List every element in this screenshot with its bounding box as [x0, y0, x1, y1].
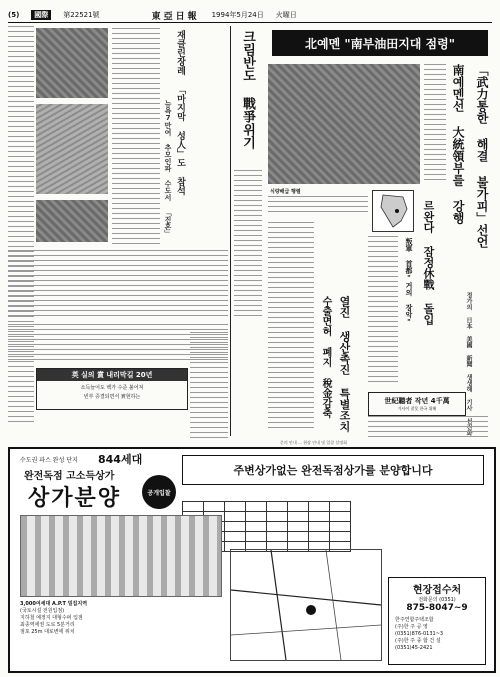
map-lines: [231, 550, 381, 660]
photo-caption: 식량배급 행렬: [270, 189, 301, 195]
ad-notice: 문의 안내 … 현장 안내 및 입찰 설명회: [280, 440, 347, 445]
headline-china: 열진 생산촉진 특별조치: [338, 296, 351, 432]
news-photo: [36, 200, 108, 242]
map-shape: [373, 191, 413, 231]
left-text-strip: [8, 26, 34, 426]
boxed-story: [36, 368, 188, 410]
advertisement: [8, 440, 496, 673]
office-title: 현장접수처: [412, 585, 462, 596]
office-phone: 875-8047~9: [406, 603, 468, 613]
subhead-china: 수출면허 폐지 稅金감축: [320, 296, 331, 418]
ad-left-line1: 완전독점 고소득상가: [24, 471, 115, 482]
ad-map: [230, 549, 382, 661]
text-column: [8, 26, 34, 426]
box-title: 英 실의 賞 내리막길 20년: [37, 369, 187, 381]
small-story: 정가의 日本 美國 新聞 생생해 기사 선진화: [465, 292, 472, 436]
page-number: (5): [8, 11, 20, 19]
headline-yemen-side2: 南예멘선 大統領부를 강행: [451, 64, 465, 224]
ad-left-big: 상가분양: [28, 486, 122, 511]
ad-count: 844세대: [98, 453, 143, 466]
headline-yemen: 北예멘 "南부油田지대 점령": [272, 30, 488, 56]
ad-office-box: [388, 577, 486, 665]
company-name: (주)한 주 공 영: [395, 624, 428, 630]
page-header: [8, 8, 492, 23]
text-column: [268, 196, 368, 216]
company-list: [389, 617, 485, 652]
news-photo: [36, 104, 108, 194]
text-column: [190, 332, 228, 442]
headline-rwanda: 르완다 잠정休戰 돌입: [422, 200, 435, 325]
ad-feature-list: [20, 601, 87, 636]
news-photo: [268, 64, 420, 184]
ad-feature: 최종역세권 도로 5분거리: [20, 622, 75, 628]
text-column: [368, 416, 488, 438]
ad-pre: 수도권 파스 완성 단지: [20, 457, 78, 464]
text-column: [112, 28, 160, 248]
ad-feature: 점포 25m 대로변에 위치: [20, 629, 75, 635]
ad-feature: (국토시설 전원입점): [20, 608, 65, 614]
issue-number: 第22521號: [63, 11, 100, 19]
headline-funeral: 재클린장례 「마지막 성人」도 참석: [175, 30, 185, 195]
company-tel: (0351)45-2421: [395, 645, 433, 651]
ad-headline: 주변상가없는 완전독점상가를 분양합니다: [182, 455, 484, 485]
box-sub1: 소득늘어도 백가 수준 불어져: [80, 385, 144, 391]
issue-date: 1994年5月24日: [211, 11, 264, 19]
text-column: [8, 250, 228, 320]
news-photo: [36, 28, 108, 98]
apartment-illustration: [20, 515, 222, 597]
text-column: [234, 170, 262, 320]
ad-feature: 지하철 예정지 대형수퍼 입점: [20, 615, 83, 621]
ad-feature: 3,000여세대 A.P.T 밀집지역: [20, 601, 88, 607]
company-name: 한주연합주택조합: [395, 617, 434, 623]
company-tel: (0351)876-0131~3: [395, 631, 444, 637]
subhead-rwanda: 叛軍 首都"거의 장악": [405, 238, 413, 326]
side-box-sub: 가사이 잘못 한국 위해: [397, 406, 437, 411]
text-column: [368, 236, 398, 386]
company-name: (주)한 주 종 합 건 설: [395, 638, 441, 644]
side-box-title: 世紀聽者 작년 4千萬: [384, 397, 450, 405]
headline-yemen-side1: 「武力통한 해결 불가피」선언: [475, 64, 489, 248]
issue-day: 火曜日: [275, 11, 297, 19]
masthead: 東亞日報: [151, 11, 200, 22]
side-box: [368, 392, 466, 416]
africa-map: [372, 190, 414, 232]
office-phone-label: 전화문의 (0351): [418, 597, 456, 603]
text-column: [268, 222, 314, 432]
text-column: [424, 64, 446, 184]
subhead-funeral: 뉴욕7만여 추모인파 수도서 「진혼」: [164, 100, 172, 237]
column-rule: [230, 26, 231, 436]
box-sub2: 빈부 증결되면서 實현하는: [83, 394, 141, 400]
ad-badge: 공개입찰: [142, 475, 176, 509]
headline-crimea: 크림반도 戰爭위기: [240, 30, 255, 149]
section-label: 國際: [31, 10, 51, 20]
